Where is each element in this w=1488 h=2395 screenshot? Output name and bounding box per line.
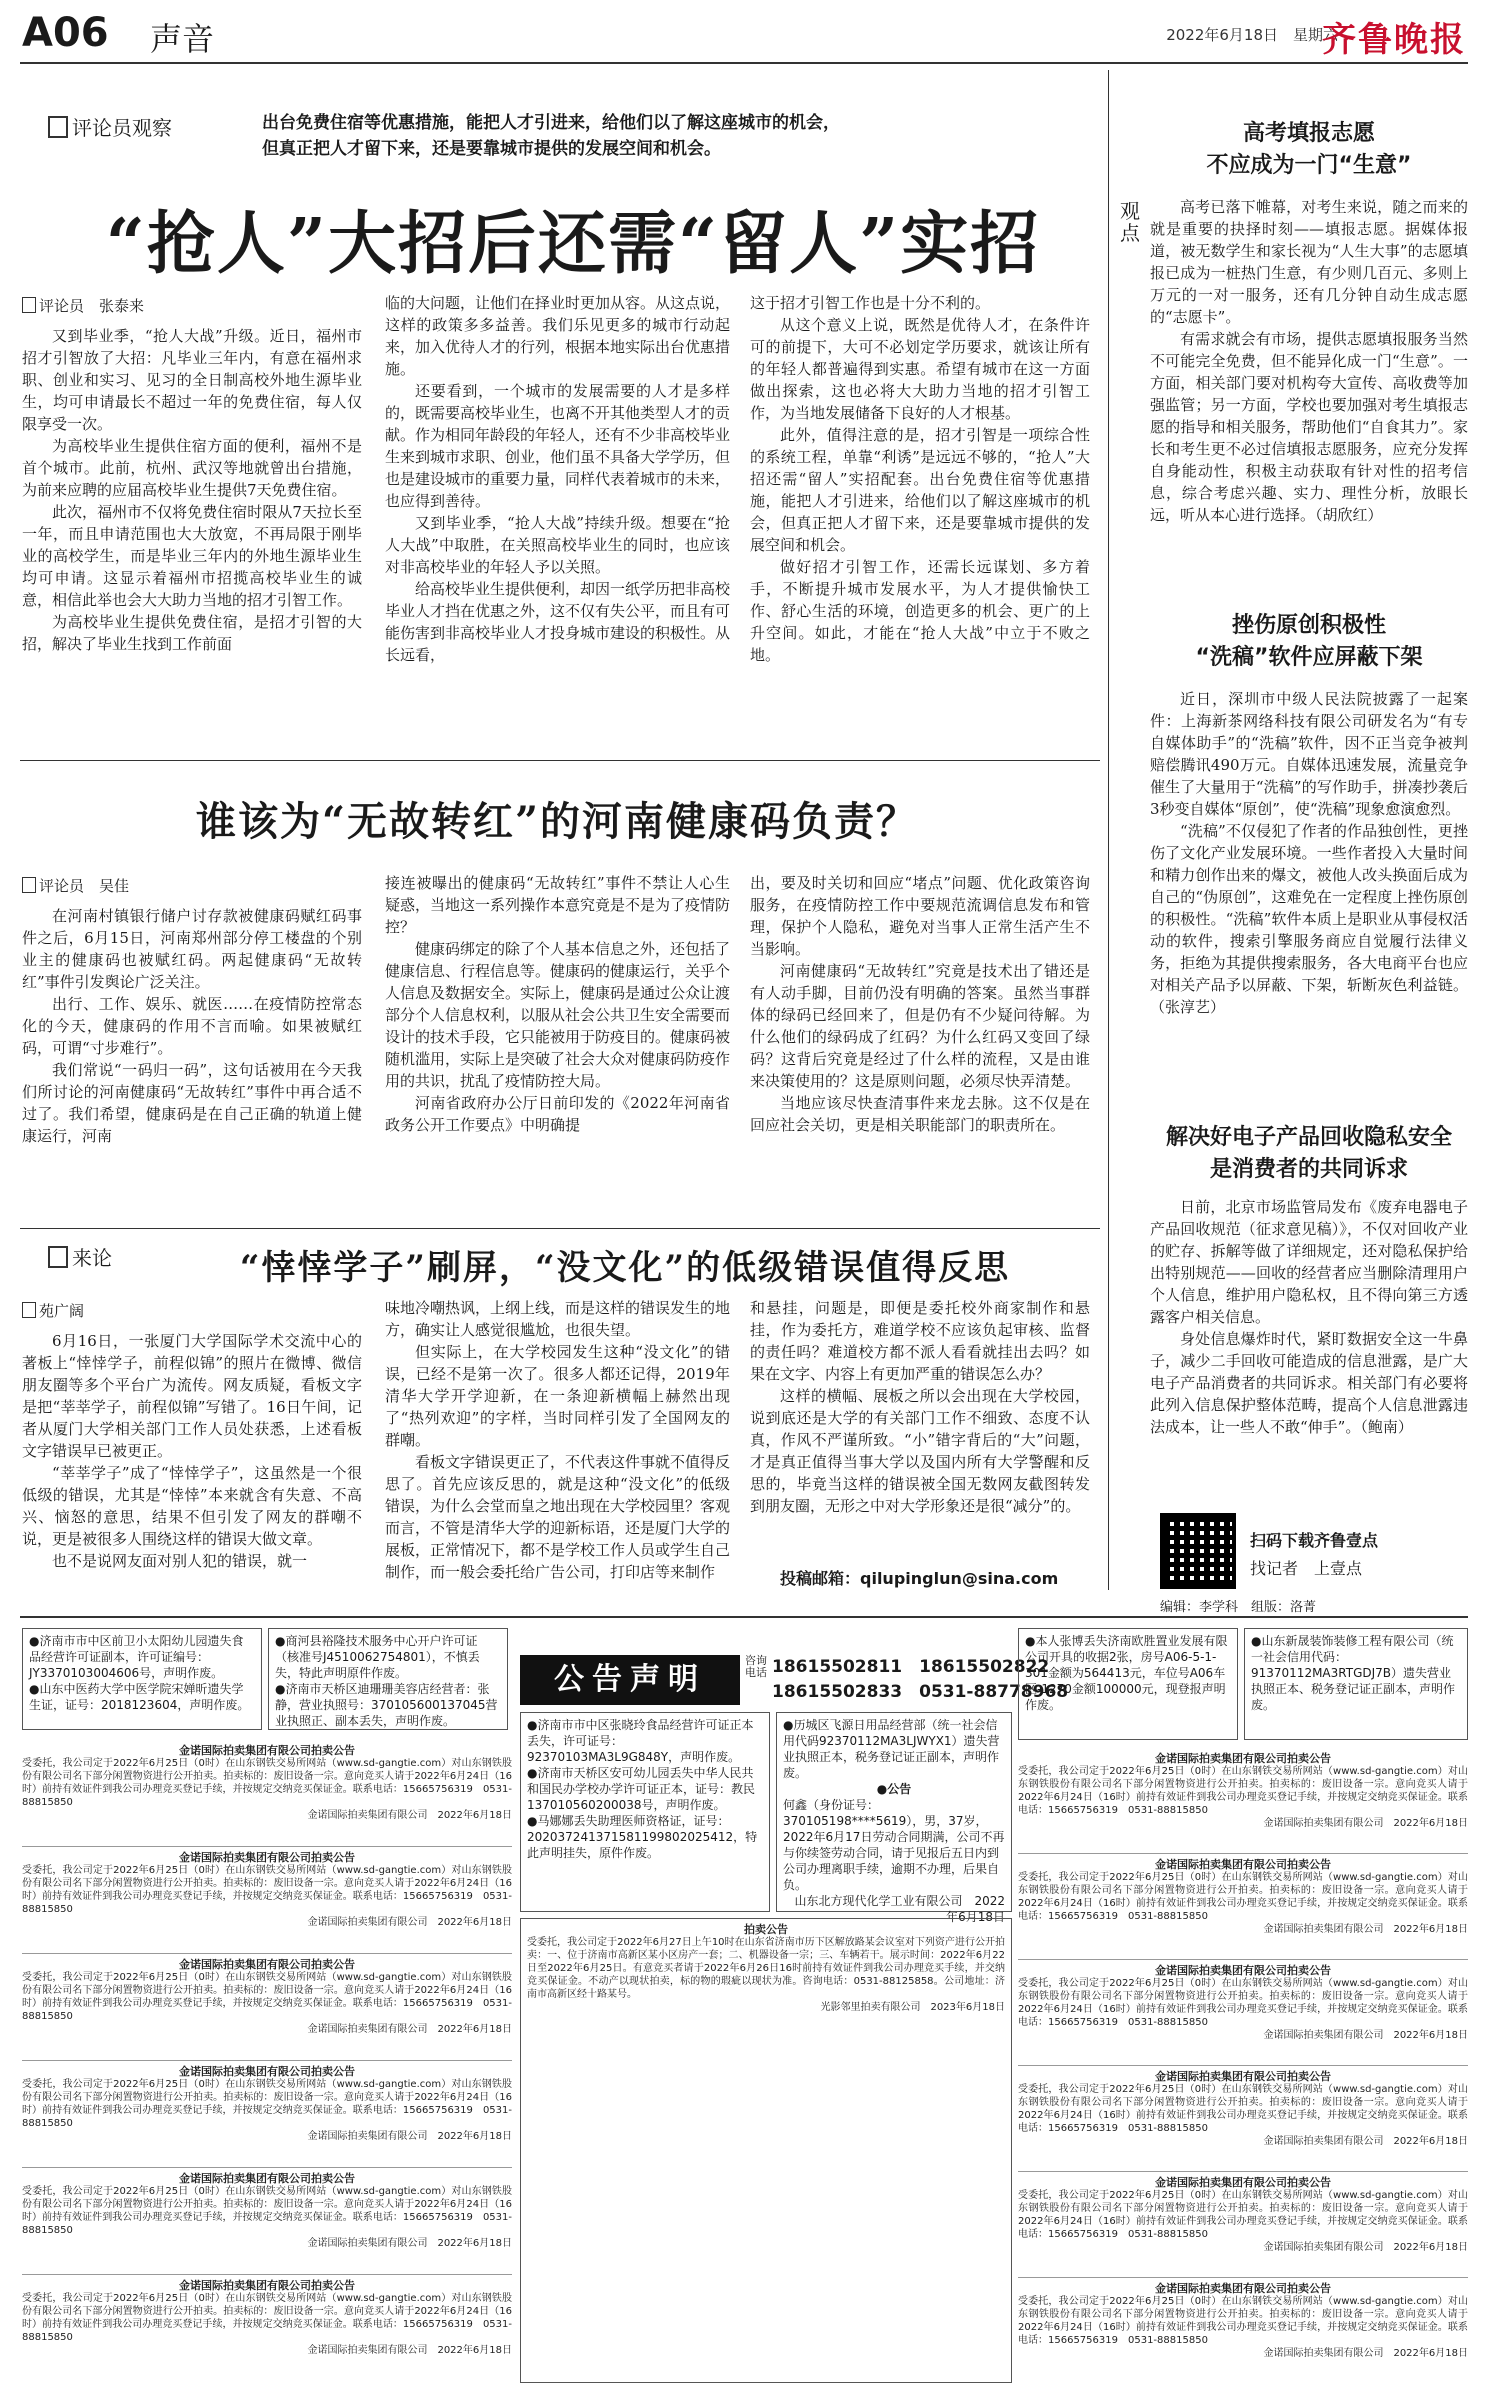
sidebar-column-tag: 观点 [1120, 199, 1140, 245]
auction-signature: 光影邻里拍卖有限公司 2023年6月18日 [820, 2002, 1005, 2013]
ad-text: ●本人张博丢失济南欧胜置业发展有限公司开具的收据2张，房号A06-5-1-301金额为564413元，车位号A06车区-1270金额100000元，现登报声明作废。 [1025, 1634, 1228, 1712]
story-column-3 [750, 292, 1090, 747]
auction-notice [1018, 2172, 1468, 2278]
story2-headline: 谁该为“无故转红”的河南健康码负责？ [195, 798, 918, 845]
ad-text: ●济南市市中区前卫小太阳幼儿园遗失食品经营许可证副本，许可证编号：JY3370103004606号，声明作废。 [29, 1634, 244, 1680]
auction-title: 金诺国际拍卖集团有限公司拍卖公告 [179, 2172, 355, 2185]
paragraph: 味地冷嘲热讽，上纲上线，而是这样的错误发生的地方，确实让人感觉很尴尬，也很失望。 [385, 1299, 731, 1339]
auction-body: 受委托，我公司定于2022年6月25日（0时）在山东钢铁交易所网站（www.sd-gangtie.com）对山东钢铁股份有限公司名下部分闲置物资进行公开拍卖。拍卖标的：废旧设备一宗。意向竞买人请于2022年6月24日（16时）前持有效证件到我公司办理竞买登记手续，并按规定交纳竞买保证金。联系电话：15665756319 0531-88815850 [22, 2293, 512, 2343]
auction-notice [1018, 2066, 1468, 2172]
ad-text: ●山东新晟装饰装修工程有限公司（统一社会信用代码：91370112MA3RTGDJ7B）遗失营业执照正本、税务登记证正副本，声明作废。 [1251, 1634, 1456, 1712]
auction-body: 受委托，我公司定于2022年6月25日（0时）在山东钢铁交易所网站（www.sd-gangtie.com）对山东钢铁股份有限公司名下部分闲置物资进行公开拍卖。拍卖标的：废旧设备一宗。意向竞买人请于2022年6月24日（16时）前持有效证件到我公司办理竞买登记手续，并按规定交纳竞买保证金。联系电话：15665756319 0531-88815850 [22, 2079, 512, 2129]
notice-header: 公告声明 [520, 1655, 740, 1705]
auction-title: 金诺国际拍卖集团有限公司拍卖公告 [179, 1958, 355, 1971]
paragraph: 此外，值得注意的是，招才引智是一项综合性的系统工程，单靠“利诱”是远远不够的，“抢人”大招还需“留人”实招配套。出台免费住宿等优惠措施，能把人才引进来，给他们以了解这座城市的机会，但真正把人才留下来，还是要靠城市提供的发展空间和机会。 [750, 426, 1090, 554]
auction-body: 受委托，我公司定于2022年6月25日（0时）在山东钢铁交易所网站（www.sd-gangtie.com）对山东钢铁股份有限公司名下部分闲置物资进行公开拍卖。拍卖标的：废旧设备一宗。意向竞买人请于2022年6月24日（16时）前持有效证件到我公司办理竞买登记手续，并按规定交纳竞买保证金。联系电话：15665756319 0531-88815850 [22, 1865, 512, 1915]
auction-title: 金诺国际拍卖集团有限公司拍卖公告 [1155, 2070, 1331, 2083]
paragraph: 看板文字错误更正了，不代表这件事就不值得反思了。首先应该反思的，就是这种“没文化”的低级错误，为什么会堂而皇之地出现在大学校园里？客观而言，不管是清华大学的迎新标语，还是厦门大学的展板，正常情况下，都不是学校工作人员或学生自己制作，而一般会委托给广告公司，打印店等来制作 [385, 1453, 731, 1581]
paragraph: 又到毕业季，“抢人大战”持续升级。想要在“抢人大战”中取胜，在关照高校毕业生的同时，也应该对非高校毕业的年轻人予以关照。 [385, 514, 730, 576]
paragraph: 还要看到，一个城市的发展需要的人才是多样的，既需要高校毕业生，也离不开其他类型人才的贡献。作为相同年龄段的年轻人，还有不少非高校毕业生来到城市求职、创业，他们虽不具备大学学历，但也是建设城市的重要力量，同样代表着城市的未来，也应得到善待。 [385, 382, 731, 510]
paragraph: 接连被曝出的健康码“无故转红”事件不禁让人心生疑惑，当地这一系列操作本意究竟是不是为了疫情防控？ [385, 874, 731, 936]
qr-code-icon[interactable] [1160, 1513, 1236, 1589]
auction-notice [520, 1918, 1012, 2383]
auction-notice [1018, 1960, 1468, 2066]
classified-ad [776, 1712, 1012, 1924]
contribution-email: 投稿邮箱：qilupinglun@sina.com [780, 1569, 1059, 1588]
story3-headline: “悻悻学子”刷屏，“没文化”的低级错误值得反思 [239, 1248, 1011, 1288]
classified-ad [22, 1628, 262, 1730]
auction-signature: 金诺国际拍卖集团有限公司 2022年6月18日 [1263, 2348, 1468, 2359]
qr-caption: 扫码下载齐鲁壹点 [1250, 1531, 1379, 1550]
paragraph: 做好招才引智工作，还需长远谋划、多方着手，不断提升城市发展水平，为人才提供愉快工作、舒心生活的环境，创造更多的机会、更广的上升空间。如此，才能在“抢人大战”中立于不败之地。 [750, 558, 1090, 664]
ad-text: 山东北方现代化学工业有限公司 2022年6月18日 [794, 1894, 1005, 1924]
auction-signature: 金诺国际拍卖集团有限公司 2022年6月18日 [1263, 2030, 1468, 2041]
story3-column-3 [750, 1297, 1090, 1560]
story-byline: 评论员 张泰来 [22, 295, 144, 316]
newspaper-logo: 齐鲁晚报 [1322, 20, 1466, 60]
paragraph: 日前，北京市场监管局发布《废弃电器电子产品回收规范（征求意见稿）》，不仅对回收产业的贮存、拆解等做了详细规定，还对隐私保护给出特别规范——回收的经营者应当删除清理用户个人信息，维护用户隐私权，且不得向第三方透露客户相关信息。 [1150, 1198, 1468, 1326]
auction-body: 受委托，我公司定于2022年6月25日（0时）在山东钢铁交易所网站（www.sd-gangtie.com）对山东钢铁股份有限公司名下部分闲置物资进行公开拍卖。拍卖标的：废旧设备一宗。意向竞买人请于2022年6月24日（16时）前持有效证件到我公司办理竞买登记手续，并按规定交纳竞买保证金。联系电话：15665756319 0531-88815850 [22, 1758, 512, 1808]
hotline-phone: 18615502811 18615502822 [772, 1657, 1050, 1677]
auction-signature: 金诺国际拍卖集团有限公司 2022年6月18日 [307, 1810, 512, 1821]
story-column-1 [22, 325, 362, 745]
ad-text: ●山东中医药大学中医学院宋婵昕遗失学生证，证号：2018123604，声明作废。 [29, 1682, 250, 1712]
auction-notice [22, 2061, 512, 2168]
auction-body: 受委托，我公司定于2022年6月27日上午10时在山东省济南市历下区解放路某会议室对下列资产进行公开拍卖：一、位于济南市高新区某小区房产一套；二、机器设备一宗；三、车辆若干。展示时间：2022年6月22日至2022年6月25日。有意竞买者请于2022年6月26日16时前持有效证件到我公司办理竞买手续，并交纳竞买保证金。不动产以现状拍卖，标的物的瑕疵以现状为准。咨询电话：0531-88125858。公司地址：济南市高新区经十路某号。 [527, 1937, 1005, 2000]
sidebar-divider [1108, 70, 1109, 1590]
paragraph: 河南健康码“无故转红”究竟是技术出了错还是有人动手脚，目前仍没有明确的答案。虽然当事群体的绿码已经回来了，但是仍有不少疑问待解。为什么他们的绿码成了红码？为什么红码又变回了绿码？这背后究竟是经过了什么样的流程，又是由谁来决策使用的？这是原则问题，必须尽快弄清楚。 [750, 962, 1090, 1090]
classified-ad [268, 1628, 508, 1730]
hotline-phone: 18615502833 0531-88778968 [772, 1682, 1069, 1702]
paragraph: 和悬挂，问题是，即便是委托校外商家制作和悬挂，作为委托方，难道学校不应该负起审核、监督的责任吗？难道校方都不派人看看就挂出去吗？如果在文字、内容上有更加严重的错误怎么办？ [750, 1299, 1090, 1383]
auction-body: 受委托，我公司定于2022年6月25日（0时）在山东钢铁交易所网站（www.sd-gangtie.com）对山东钢铁股份有限公司名下部分闲置物资进行公开拍卖。拍卖标的：废旧设备一宗。意向竞买人请于2022年6月24日（16时）前持有效证件到我公司办理竞买登记手续，并按规定交纳竞买保证金。联系电话：15665756319 0531-88815850 [22, 2186, 512, 2236]
paragraph: 在河南村镇银行储户讨存款被健康码赋红码事件之后，6月15日，河南郑州部分停工楼盘的个别业主的健康码也被赋红码。两起健康码“无故转红”事件引发舆论广泛关注。 [22, 907, 362, 991]
ad-text: ●商河县裕隆技术服务中心开户许可证（核准号J4510062754801），不慎丢失，特此声明原件作废。 [275, 1634, 480, 1680]
column-tag: 评论员观察 [48, 112, 172, 141]
hotline-label: 咨询电话 [745, 1654, 767, 1679]
paragraph: 身处信息爆炸时代，紧盯数据安全这一牛鼻子，减少二手回收可能造成的信息泄露，是广大电子产品消费者的共同诉求。相关部门有必要将此列入信息保护整体范畴，提高个人信息泄露违法成本，让一些人不敢“伸手”。（鲍南） [1150, 1330, 1468, 1436]
paragraph: 临的大问题，让他们在择业时更加从容。从这点说，这样的政策多多益善。我们乐见更多的城市行动起来，加入优待人才的行列，根据本地实际出台优惠措施。 [385, 294, 731, 378]
auction-notice [22, 1954, 512, 2061]
qr-caption: 找记者 上壹点 [1250, 1559, 1363, 1578]
auction-title: 金诺国际拍卖集团有限公司拍卖公告 [1155, 1858, 1331, 1871]
sidebar-item [1150, 118, 1468, 526]
auction-notice [1018, 1748, 1468, 1854]
paragraph: 近日，深圳市中级人民法院披露了一起案件：上海新茶网络科技有限公司研发名为“有专自媒体助手”的“洗稿”软件，因不正当竞争被判赔偿腾讯490万元。自媒体迅速发展，流量竞争催生了大量用于“洗稿”的写作助手，拼凑抄袭后3秒变自媒体“原创”，使“洗稿”现象愈演愈烈。 [1150, 690, 1468, 818]
masthead-rule [20, 62, 1468, 64]
auction-body: 受委托，我公司定于2022年6月25日（0时）在山东钢铁交易所网站（www.sd-gangtie.com）对山东钢铁股份有限公司名下部分闲置物资进行公开拍卖。拍卖标的：废旧设备一宗。意向竞买人请于2022年6月24日（16时）前持有效证件到我公司办理竞买登记手续，并按规定交纳竞买保证金。联系电话：15665756319 0531-88815850 [1018, 1978, 1468, 2028]
auction-signature: 金诺国际拍卖集团有限公司 2022年6月18日 [307, 2131, 512, 2142]
auction-notice [22, 1740, 512, 1847]
auction-title: 金诺国际拍卖集团有限公司拍卖公告 [1155, 1752, 1331, 1765]
ad-text: ●济南市天桥区安可幼儿园丢失中华人民共和国民办学校办学许可证正本，证号：教民137010560200038号，声明作废。 [527, 1766, 756, 1812]
paragraph: 当地应该尽快查清事件来龙去脉。这不仅是在回应社会关切，更是相关职能部门的职责所在。 [750, 1094, 1090, 1134]
auction-body: 受委托，我公司定于2022年6月25日（0时）在山东钢铁交易所网站（www.sd-gangtie.com）对山东钢铁股份有限公司名下部分闲置物资进行公开拍卖。拍卖标的：废旧设备一宗。意向竞买人请于2022年6月24日（16时）前持有效证件到我公司办理竞买登记手续，并按规定交纳竞买保证金。联系电话：15665756319 0531-88815850 [1018, 2084, 1468, 2134]
auction-signature: 金诺国际拍卖集团有限公司 2022年6月18日 [307, 2345, 512, 2356]
auction-body: 受委托，我公司定于2022年6月25日（0时）在山东钢铁交易所网站（www.sd-gangtie.com）对山东钢铁股份有限公司名下部分闲置物资进行公开拍卖。拍卖标的：废旧设备一宗。意向竞买人请于2022年6月24日（16时）前持有效证件到我公司办理竞买登记手续，并按规定交纳竞买保证金。联系电话：15665756319 0531-88815850 [22, 1972, 512, 2022]
sidebar-item [1150, 1122, 1468, 1438]
paragraph: 我们常说“一码归一码”，这句话被用在今天我们所讨论的河南健康码“无故转红”事件中再合适不过了。我们希望，健康码是在自己正确的轨道上健康运行，河南 [22, 1061, 362, 1145]
auction-body: 受委托，我公司定于2022年6月25日（0时）在山东钢铁交易所网站（www.sd-gangtie.com）对山东钢铁股份有限公司名下部分闲置物资进行公开拍卖。拍卖标的：废旧设备一宗。意向竞买人请于2022年6月24日（16时）前持有效证件到我公司办理竞买登记手续，并按规定交纳竞买保证金。联系电话：15665756319 0531-88815850 [1018, 2190, 1468, 2240]
auction-signature: 金诺国际拍卖集团有限公司 2022年6月18日 [1263, 2136, 1468, 2147]
auction-notice [1018, 2278, 1468, 2384]
ad-text: 何鑫（身份证号：370105198****5619），男，37岁，2022年6月17日劳动合同期满，公司不再与你续签劳动合同，请于见报后五日内到公司办理离职手续，逾期不办理，后果自负。 [783, 1798, 1005, 1892]
auction-signature: 金诺国际拍卖集团有限公司 2022年6月18日 [1263, 2242, 1468, 2253]
story3-byline: 苑广阔 [22, 1300, 84, 1321]
auction-list-right [1018, 1748, 1468, 2385]
issue-date: 2022年6月18日 星期六 [1166, 26, 1338, 44]
page-number: A06 [22, 10, 109, 56]
paragraph: 河南省政府办公厅日前印发的《2022年河南省政务公开工作要点》中明确提 [385, 1094, 730, 1134]
auction-signature: 金诺国际拍卖集团有限公司 2022年6月18日 [307, 2238, 512, 2249]
ad-text: ●马娜娜丢失助理医师资格证，证号：202037241371581199802025412，特此声明挂失，原件作废。 [527, 1814, 758, 1860]
auction-title: 金诺国际拍卖集团有限公司拍卖公告 [179, 2279, 355, 2292]
divider [20, 760, 1100, 761]
auction-title: 金诺国际拍卖集团有限公司拍卖公告 [1155, 2282, 1331, 2295]
paragraph: 6月16日，一张厦门大学国际学术交流中心的著板上“悻悻学子，前程似锦”的照片在微博、微信朋友圈等多个平台广为流传。网友质疑，看板文字是把“莘莘学子，前程似锦”写错了。16日午间，记者从厦门大学相关部门工作人员处获悉，上述看板文字错误早已被更正。 [22, 1332, 362, 1460]
sidebar-item-title: 高考填报志愿 不应成为一门“生意” [1206, 121, 1412, 178]
paragraph: 又到毕业季，“抢人大战”升级。近日，福州市招才引智放了大招：凡毕业三年内，有意在福州求职、创业和实习、见习的全日制高校外地生源毕业生，均可申请最长不超过一年的免费住宿，每人仅限享受一次。 [22, 327, 362, 433]
divider [20, 1228, 1100, 1229]
story2-column-1 [22, 905, 362, 1235]
auction-notice [22, 2275, 512, 2382]
paragraph: 此次，福州市不仅将免费住宿时限从7天拉长至一年，而且申请范围也大大放宽，不再局限于刚毕业的高校学生，而是毕业三年内的外地生源毕业生均可申请。这显示着福州市招揽高校毕业生的诚意，相信此举也会大大助力当地的招才引智工作。 [22, 503, 362, 609]
classified-rule [20, 1616, 1468, 1618]
ad-text: ●公告 [876, 1782, 912, 1796]
editor-credit: 编辑：李学科 组版：洛菁 [1160, 1600, 1317, 1615]
sidebar-item-title: 挫伤原创积极性 “洗稿”软件应屏蔽下架 [1195, 613, 1423, 670]
paragraph: 这样的横幅、展板之所以会出现在大学校园，说到底还是大学的有关部门工作不细致、态度不认真，作风不严谨所致。“小”错字背后的“大”问题，才是真正值得当事大学以及国内所有大学警醒和反思的，毕竟当这样的错误被全国无数网友截图转发到朋友圈，无形之中对大学形象还是很“减分”的。 [750, 1387, 1090, 1515]
story-column-2 [385, 292, 730, 747]
column-tag-lailun: 来论 [48, 1242, 112, 1271]
classified-ad [1244, 1628, 1468, 1740]
ad-text: ●济南市天桥区迪珊珊美容店经营者：张静，营业执照号：370105600137045营业执照正、副本丢失，声明作废。 [275, 1682, 498, 1728]
auction-list-left [22, 1740, 512, 2385]
auction-body: 受委托，我公司定于2022年6月25日（0时）在山东钢铁交易所网站（www.sd-gangtie.com）对山东钢铁股份有限公司名下部分闲置物资进行公开拍卖。拍卖标的：废旧设备一宗。意向竞买人请于2022年6月24日（16时）前持有效证件到我公司办理竞买登记手续，并按规定交纳竞买保证金。联系电话：15665756319 0531-88815850 [1018, 2296, 1468, 2346]
auction-title: 金诺国际拍卖集团有限公司拍卖公告 [179, 1744, 355, 1757]
story3-column-2 [385, 1297, 730, 1590]
auction-signature: 金诺国际拍卖集团有限公司 2022年6月18日 [1263, 1818, 1468, 1829]
story2-column-3 [750, 872, 1090, 1237]
sidebar-item-title: 解决好电子产品回收隐私安全 是消费者的共同诉求 [1165, 1125, 1452, 1182]
classified-ad [520, 1712, 770, 1912]
auction-body: 受委托，我公司定于2022年6月25日（0时）在山东钢铁交易所网站（www.sd-gangtie.com）对山东钢铁股份有限公司名下部分闲置物资进行公开拍卖。拍卖标的：废旧设备一宗。意向竞买人请于2022年6月24日（16时）前持有效证件到我公司办理竞买登记手续，并按规定交纳竞买保证金。联系电话：15665756319 0531-88815850 [1018, 1766, 1468, 1816]
auction-signature: 金诺国际拍卖集团有限公司 2022年6月18日 [307, 2024, 512, 2035]
auction-title: 金诺国际拍卖集团有限公司拍卖公告 [179, 1851, 355, 1864]
auction-title: 金诺国际拍卖集团有限公司拍卖公告 [1155, 1964, 1331, 1977]
paragraph: 为高校毕业生提供免费住宿，是招才引智的大招，解决了毕业生找到工作前面 [22, 613, 362, 653]
story2-byline: 评论员 吴佳 [22, 875, 129, 896]
paragraph: 这于招才引智工作也是十分不利的。 [750, 294, 991, 312]
story-headline: “抢人”大招后还需“留人”实招 [105, 204, 1041, 284]
section-name: 声音 [150, 20, 215, 58]
ad-text: ●历城区飞源日用品经营部（统一社会信用代码92370112MA3LJWYX1）遗失营业执照正本，税务登记证正副本，声明作废。 [783, 1718, 1000, 1780]
paragraph: 为高校毕业生提供住宿方面的便利，福州不是首个城市。此前，杭州、武汉等地就曾出台措施，为前来应聘的应届高校毕业生提供7天免费住宿。 [22, 437, 362, 499]
story3-column-1 [22, 1330, 362, 1590]
paragraph: 但实际上，在大学校园发生这种“没文化”的错误，已经不是第一次了。很多人都还记得，2019年清华大学开学迎新，在一条迎新横幅上赫然出现了“热列欢迎”的字样，当时同样引发了全国网友的群嘲。 [385, 1343, 730, 1449]
paragraph: 给高校毕业生提供便利，却因一纸学历把非高校毕业人才挡在优惠之外，这不仅有失公平，而且有可能伤害到非高校毕业人才投身城市建设的积极性。从长远看， [385, 580, 731, 664]
auction-title: 金诺国际拍卖集团有限公司拍卖公告 [1155, 2176, 1331, 2189]
auction-signature: 金诺国际拍卖集团有限公司 2022年6月18日 [307, 1917, 512, 1928]
sidebar-item [1150, 610, 1468, 1018]
paragraph: 出行、工作、娱乐、就医……在疫情防控常态化的今天，健康码的作用不言而喻。如果被赋红码，可谓“寸步难行”。 [22, 995, 362, 1057]
paragraph: 也不是说网友面对别人犯的错误，就一 [52, 1552, 308, 1570]
paragraph: 从这个意义上说，既然是优待人才，在条件许可的前提下，大可不必划定学历要求，就该让所有的年轻人都普遍得到实惠。希望有城市在这一方面做出探索，这也必将大大助力当地的招才引智工作，为当地发展储备下良好的人才根基。 [750, 316, 1090, 422]
paragraph: “莘莘学子”成了“悻悻学子”，这虽然是一个很低级的错误，尤其是“悻悻”本来就含有失意、不高兴、恼怒的意思，结果不但引发了网友的群嘲不说，更是被很多人围绕这样的错误大做文章。 [22, 1464, 362, 1548]
paragraph: “洗稿”不仅侵犯了作者的作品独创性，更挫伤了文化产业发展环境。一些作者投入大量时间和精力创作出来的爆文，被他人改头换面后成为自己的“伪原创”，这难免在一定程度上挫伤原创的积极性。“洗稿”软件本质上是职业从事侵权活动的软件，搜索引擎服务商应自觉履行法律义务，拒绝为其提供搜索服务，各大电商平台也应对相关产品予以屏蔽、下架，斩断灰色利益链。（张淳艺） [1150, 822, 1468, 1016]
ad-text: ●济南市市中区张晓玲食品经营许可证正本丢失，许可证号：92370103MA3L9G848Y，声明作废。 [527, 1718, 754, 1764]
paragraph: 有需求就会有市场，提供志愿填报服务当然不可能完全免费，但不能异化成一门“生意”。一方面，相关部门要对机构夸大宣传、高收费等加强监管；另一方面，学校也要加强对考生填报志愿的指导和相关服务，帮助他们“自食其力”。家长和考生更不必过信填报志愿服务，应充分发挥自身能动性，积极主动获取有针对性的招考信息，综合考虑兴趣、实力、理性分析，放眼长远，听从本心进行选择。（胡欣红） [1150, 330, 1468, 524]
story-lede: 出台免费住宿等优惠措施，能把人才引进来，给他们以了解这座城市的机会，但真正把人才留下来，还是要靠城市提供的发展空间和机会。 [262, 113, 840, 159]
auction-notice [1018, 1854, 1468, 1960]
auction-notice [22, 1847, 512, 1954]
classified-ad [1018, 1628, 1238, 1740]
auction-notice [22, 2168, 512, 2275]
paragraph: 健康码绑定的除了个人基本信息之外，还包括了健康信息、行程信息等。健康码的健康运行，关乎个人信息及数据安全。实际上，健康码是通过公众让渡部分个人信息权利，以服从社会公共卫生安全需要而设计的技术手段，它只能被用于防疫目的。健康码被随机滥用，实际上是突破了社会大众对健康码防疫作用的共识，扰乱了疫情防控大局。 [385, 940, 731, 1090]
auction-body: 受委托，我公司定于2022年6月25日（0时）在山东钢铁交易所网站（www.sd-gangtie.com）对山东钢铁股份有限公司名下部分闲置物资进行公开拍卖。拍卖标的：废旧设备一宗。意向竞买人请于2022年6月24日（16时）前持有效证件到我公司办理竞买登记手续，并按规定交纳竞买保证金。联系电话：15665756319 0531-88815850 [1018, 1872, 1468, 1922]
paragraph: 高考已落下帷幕，对考生来说，随之而来的就是重要的抉择时刻——填报志愿。据媒体报道，被无数学生和家长视为“人生大事”的志愿填报已成为一桩热门生意，有少则几百元、多则上万元的一对一服务，还有几分钟自动生成志愿的“志愿卡”。 [1150, 198, 1468, 326]
paragraph: 出，要及时关切和回应“堵点”问题、优化政策咨询服务，在疫情防控工作中要规范流调信息发布和管理，保护个人隐私，避免对当事人正常生活产生不当影响。 [750, 874, 1090, 958]
story2-column-2 [385, 872, 730, 1237]
auction-signature: 金诺国际拍卖集团有限公司 2022年6月18日 [1263, 1924, 1468, 1935]
auction-title: 金诺国际拍卖集团有限公司拍卖公告 [179, 2065, 355, 2078]
auction-title: 拍卖公告 [744, 1923, 788, 1936]
